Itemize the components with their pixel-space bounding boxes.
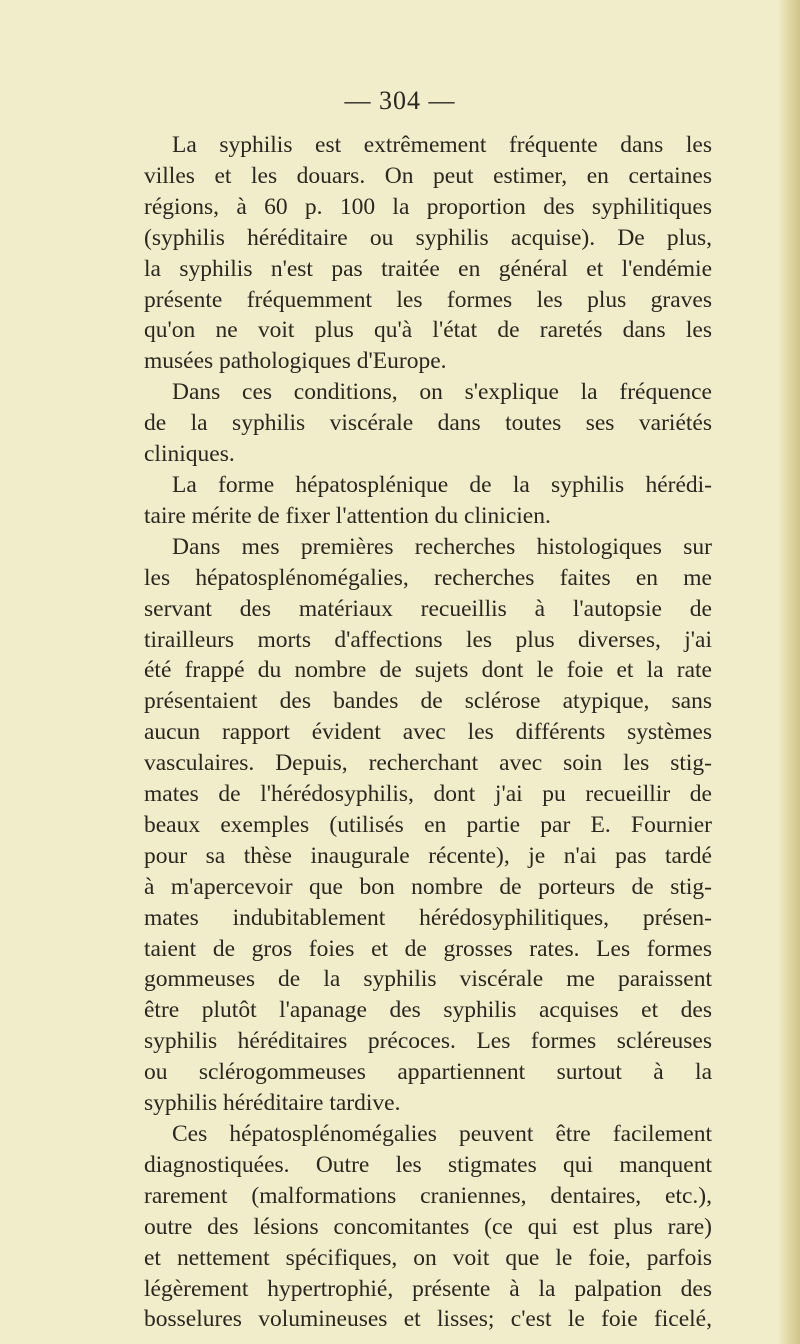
text-line: beaux exemples (utilisés en partie par E. Fournier <box>144 811 712 838</box>
text-line: les hépatosplénomégalies, recherches faites en me <box>144 564 712 591</box>
text-line: Dans ces conditions, on s'explique la fréquence <box>172 379 712 406</box>
text-line: ou sclérogommeuses appartiennent surtout à la <box>144 1059 712 1086</box>
text-line: à m'apercevoir que bon nombre de porteurs de stig- <box>144 873 712 900</box>
text-line: gommeuses de la syphilis viscérale me paraissent <box>144 966 712 993</box>
text-line: Ces hépatosplénomégalies peuvent être facilement <box>172 1121 712 1147</box>
text-line: rarement (malformations craniennes, dentaires, etc.), <box>144 1182 712 1209</box>
text-line: musées pathologiques d'Europe. <box>144 348 447 375</box>
text-line: légèrement hypertrophié, présente à la palpation des <box>144 1275 712 1302</box>
text-line: la syphilis n'est pas traitée en général et l'endémie <box>144 255 712 282</box>
text-line: La forme hépatosplénique de la syphilis hérédi- <box>172 471 712 498</box>
text-line: régions, à 60 p. 100 la proportion des syphilitiques <box>144 193 712 220</box>
text-line: être plutôt l'apanage des syphilis acquises et des <box>144 997 712 1024</box>
text-line: bosselures volumineuses et lisses; c'est le foie ficelé, <box>144 1306 712 1333</box>
text-line: et nettement spécifiques, on voit que le foie, parfois <box>144 1244 712 1271</box>
text-line: diagnostiquées. Outre les stigmates qui manquent <box>144 1151 712 1178</box>
text-line: La syphilis est extrêmement fréquente dans les <box>172 132 712 158</box>
body-text <box>144 130 712 1335</box>
text-line: présente fréquemment les formes les plus graves <box>144 286 712 313</box>
text-line: taient de gros foies et de grosses rates. Les formes <box>144 935 712 962</box>
text-line: vasculaires. Depuis, recherchant avec soin les stig- <box>144 750 712 777</box>
text-line: taire mérite de fixer l'attention du clinicien. <box>144 502 551 529</box>
text-line: cliniques. <box>144 441 235 468</box>
text-line: syphilis héréditaire tardive. <box>144 1090 401 1117</box>
text-line: qu'on ne voit plus qu'à l'état de raretés dans les <box>144 317 712 344</box>
text-line: servant des matériaux recueillis à l'autopsie de <box>144 595 712 622</box>
page-edge-shadow <box>778 0 800 1344</box>
text-line: villes et les douars. On peut estimer, en certaines <box>144 162 712 189</box>
text-line: Dans mes premières recherches histologiques sur <box>172 533 712 560</box>
page-number-header: — 304 — <box>344 86 456 115</box>
text-line: tirailleurs morts d'affections les plus diverses, j'ai <box>144 626 712 653</box>
text-line: syphilis héréditaires précoces. Les formes scléreuses <box>144 1028 712 1055</box>
text-line: présentaient des bandes de sclérose atypique, sans <box>144 688 712 715</box>
text-line: été frappé du nombre de sujets dont le foie et la rate <box>144 657 712 684</box>
text-line: outre des lésions concomitantes (ce qui est plus rare) <box>144 1213 712 1240</box>
text-line: pour sa thèse inaugurale récente), je n'ai pas tardé <box>144 842 712 869</box>
text-line: de la syphilis viscérale dans toutes ses variétés <box>144 410 712 437</box>
text-line: mates indubitablement hérédosyphilitiques, présen- <box>144 904 712 931</box>
text-line: (syphilis héréditaire ou syphilis acquise). De plus, <box>144 224 712 251</box>
text-line: mates de l'hérédosyphilis, dont j'ai pu recueillir de <box>144 781 712 808</box>
text-line: aucun rapport évident avec les différents systèmes <box>144 719 712 746</box>
